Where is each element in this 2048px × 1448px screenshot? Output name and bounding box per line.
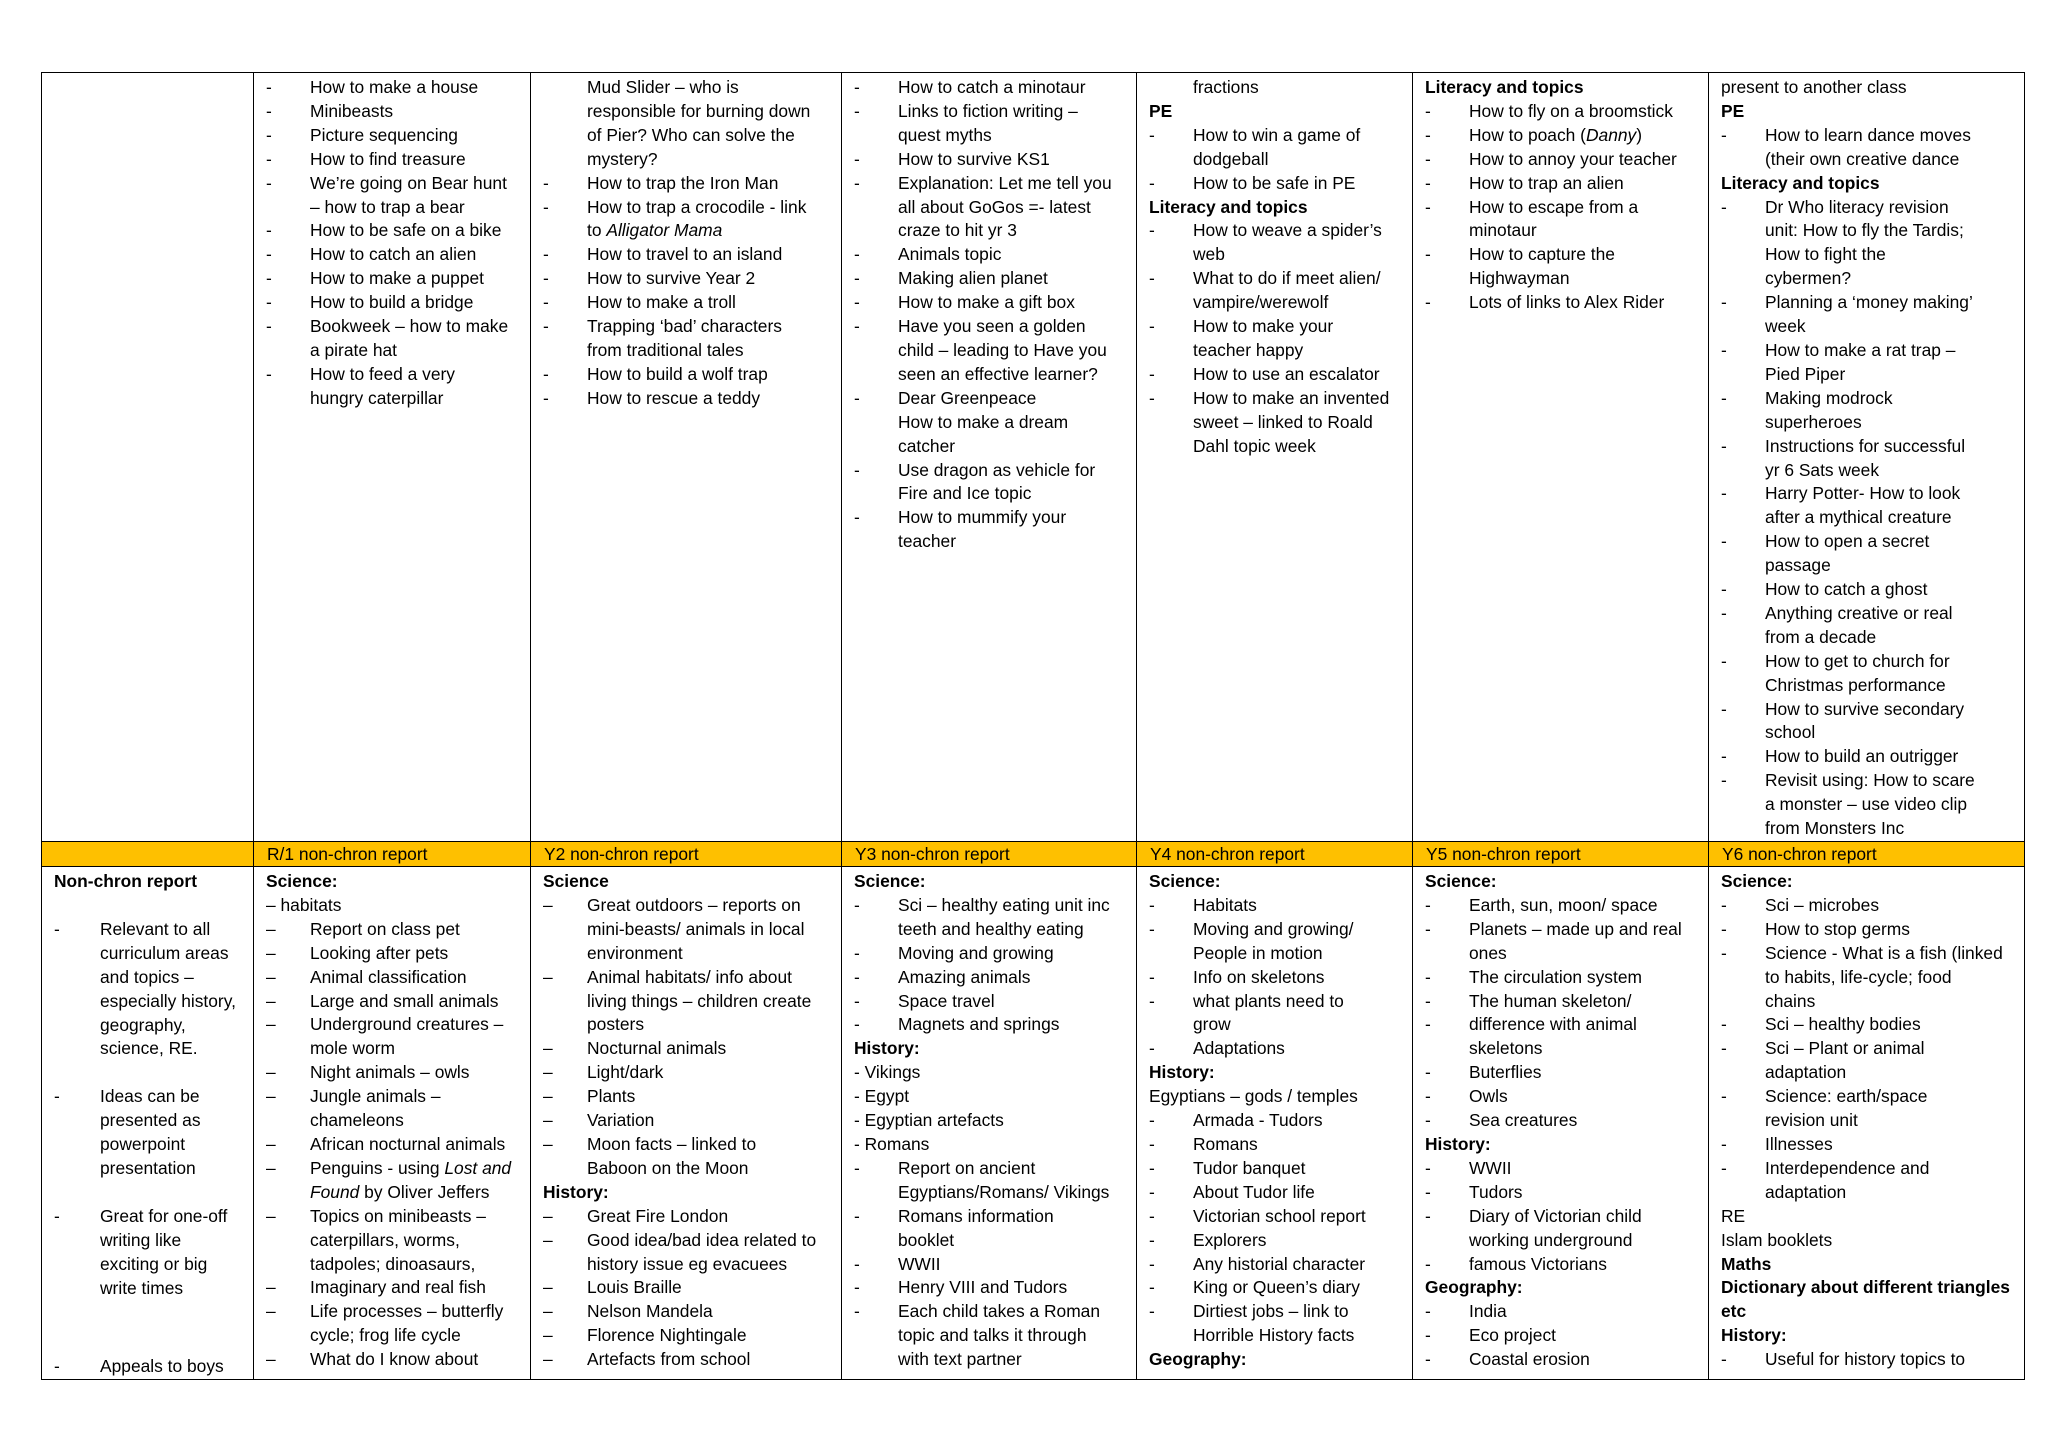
list-item: - How to survive secondary — [1721, 698, 1965, 719]
list-item: - King or Queen’s diary — [1149, 1277, 1360, 1298]
list-item: - What to do if meet alien/ — [1149, 268, 1381, 289]
list-item: - How to make a rat trap – — [1721, 339, 1956, 360]
band-empty — [42, 842, 254, 867]
list-item: - Links to fiction writing – — [854, 100, 1078, 121]
list-item-continued: grow — [1193, 1014, 1231, 1035]
list-item: - Picture sequencing — [266, 124, 458, 145]
list-item: – Light/dark — [543, 1062, 664, 1083]
list-item-continued: with text partner — [898, 1349, 1022, 1370]
list-item: - How to catch an alien — [266, 244, 477, 265]
list-item: - How to get to church for — [1721, 650, 1950, 671]
y3-instructions-cell — [842, 73, 1137, 842]
list-item: - How to stop germs — [1721, 918, 1910, 939]
list-item-continued: (their own creative dance — [1765, 148, 1960, 169]
list-item-continued: Mud Slider – who is — [587, 77, 739, 97]
list-item-continued: People in motion — [1193, 942, 1323, 963]
section-heading: Literacy and topics — [1425, 77, 1584, 97]
list-item: – Animal habitats/ info about — [543, 966, 792, 987]
list-item-continued: adaptation — [1765, 1062, 1847, 1083]
list-item: - Tudors — [1425, 1181, 1523, 1202]
list-item: - How to weave a spider’s — [1149, 220, 1382, 241]
text-line: – habitats — [266, 894, 342, 915]
list-item: - famous Victorians — [1425, 1253, 1607, 1274]
list-item: - Adaptations — [1149, 1038, 1285, 1059]
list-item: - How to make your — [1149, 316, 1334, 337]
list-item: - How to build an outrigger — [1721, 746, 1959, 767]
list-item-continued: Found by Oliver Jeffers — [310, 1181, 490, 1202]
list-item: - Harry Potter- How to look — [1721, 483, 1961, 504]
list-item: - Info on skeletons — [1149, 966, 1325, 987]
list-item-continued: writing like — [100, 1229, 182, 1250]
list-item-continued: presentation — [100, 1158, 196, 1179]
list-item: - Sea creatures — [1425, 1110, 1578, 1131]
list-item-continued: working underground — [1469, 1229, 1633, 1250]
non-chron-row — [42, 867, 2025, 1380]
y5-report-cell — [1413, 867, 1709, 1380]
list-item: - difference with animal — [1425, 1014, 1637, 1035]
planning-table — [41, 72, 2025, 1380]
empty-label-cell — [42, 73, 254, 842]
list-item: - Moving and growing — [854, 942, 1054, 963]
list-item: - Diary of Victorian child — [1425, 1205, 1642, 1226]
list-item: - How to use an escalator — [1149, 363, 1380, 384]
list-item: - How to find treasure — [266, 148, 466, 169]
list-item: - Lots of links to Alex Rider — [1425, 292, 1665, 313]
list-item: - The circulation system — [1425, 966, 1642, 987]
list-item: – Jungle animals – — [266, 1086, 441, 1107]
list-item: - Moving and growing/ — [1149, 918, 1354, 939]
text-line: present to another class — [1721, 77, 1907, 97]
list-item: – Artefacts from school — [543, 1349, 751, 1370]
list-item: – Animal classification — [266, 966, 467, 987]
list-item: - Sci – healthy eating unit inc — [854, 894, 1110, 915]
text-line: - Egypt — [854, 1086, 910, 1107]
list-item-continued: quest myths — [898, 124, 992, 145]
list-item: - Science: earth/space — [1721, 1086, 1928, 1107]
list-item: – Good idea/bad idea related to — [543, 1229, 817, 1250]
list-item: - Sci – Plant or animal — [1721, 1038, 1925, 1059]
list-item: – Night animals – owls — [266, 1062, 470, 1083]
list-item-continued: unit: How to fly the Tardis; — [1765, 220, 1964, 241]
list-item-continued: mini-beasts/ animals in local — [587, 918, 805, 939]
section-heading: PE — [1721, 100, 1745, 121]
list-item: - Planning a ‘money making’ — [1721, 292, 1973, 313]
y4-instructions-cell — [1137, 73, 1413, 842]
section-heading: Science: — [854, 871, 926, 891]
book-title: Lost and — [444, 1157, 512, 1178]
section-heading: History: — [1721, 1325, 1787, 1346]
list-item: - How to poach (Danny) — [1425, 124, 1643, 145]
band-y5: Y5 non-chron report — [1413, 842, 1709, 867]
y2-instructions-cell — [531, 73, 842, 842]
list-item: - Any historial character — [1149, 1253, 1366, 1274]
list-item: - Amazing animals — [854, 966, 1031, 987]
list-item-continued: superheroes — [1765, 411, 1862, 432]
y2-report-cell — [531, 867, 842, 1380]
list-item-continued: fractions — [1193, 77, 1259, 97]
list-item: - How to survive KS1 — [854, 148, 1050, 169]
list-item: - How to survive Year 2 — [543, 268, 756, 289]
list-item-continued: Highwayman — [1469, 268, 1570, 289]
list-item-continued: Pied Piper — [1765, 363, 1846, 384]
list-item: - Animals topic — [854, 244, 1002, 265]
list-item: - The human skeleton/ — [1425, 990, 1632, 1011]
list-item-continued: chameleons — [310, 1110, 404, 1131]
list-item: - Revisit using: How to scare — [1721, 770, 1975, 791]
list-item-continued: exciting or big — [100, 1253, 208, 1274]
section-heading: PE — [1149, 100, 1173, 121]
band-y6: Y6 non-chron report — [1709, 842, 2025, 867]
section-heading: Science: — [1425, 871, 1497, 891]
y4-report-cell — [1137, 867, 1413, 1380]
list-item: – Moon facts – linked to — [543, 1133, 757, 1154]
band-r1: R/1 non-chron report — [254, 842, 531, 867]
y3-report-cell — [842, 867, 1137, 1380]
list-item: - Owls — [1425, 1086, 1508, 1107]
list-item-continued: Fire and Ice topic — [898, 483, 1032, 504]
list-item: - How to trap the Iron Man — [543, 172, 779, 193]
list-item: - Great for one-off — [54, 1205, 228, 1226]
list-item: - Sci – microbes — [1721, 894, 1880, 915]
list-item-continued: How to make a dream — [898, 411, 1069, 432]
list-item: - Have you seen a golden — [854, 316, 1086, 337]
list-item: - Making alien planet — [854, 268, 1048, 289]
list-item: - Explorers — [1149, 1229, 1267, 1250]
list-item-continued: booklet — [898, 1229, 955, 1250]
list-item-continued: tadpoles; dinoasaurs, — [310, 1253, 476, 1274]
list-item-continued: cybermen? — [1765, 268, 1852, 289]
list-item-continued: Baboon on the Moon — [587, 1157, 749, 1178]
list-item-continued: Christmas performance — [1765, 674, 1946, 695]
book-title: Alligator Mama — [606, 220, 723, 241]
list-item-continued: cycle; frog life cycle — [310, 1325, 461, 1346]
list-item-continued: a monster – use video clip — [1765, 794, 1968, 815]
non-chron-label-cell — [42, 867, 254, 1380]
text-line: - Vikings — [854, 1062, 921, 1083]
list-item-continued: skeletons — [1469, 1038, 1543, 1059]
list-item-continued: history issue eg evacuees — [587, 1253, 788, 1274]
list-item-continued: dodgeball — [1193, 148, 1269, 169]
list-item: – African nocturnal animals — [266, 1133, 506, 1154]
list-item: - Instructions for successful — [1721, 435, 1966, 456]
list-item-continued: minotaur — [1469, 220, 1537, 241]
list-item: – Nelson Mandela — [543, 1301, 713, 1322]
list-item-continued: write times — [100, 1277, 184, 1298]
list-item-continued: teacher — [898, 531, 957, 552]
section-heading: Geography: — [1425, 1277, 1523, 1298]
list-item: - Eco project — [1425, 1325, 1556, 1346]
list-item: - Explanation: Let me tell you — [854, 172, 1112, 193]
list-item: - Planets – made up and real — [1425, 918, 1682, 939]
list-item-continued: after a mythical creature — [1765, 507, 1952, 528]
list-item-continued: environment — [587, 942, 683, 963]
list-item: - Science - What is a fish (linked — [1721, 942, 2003, 963]
list-item-continued: from Monsters Inc — [1765, 818, 1905, 839]
list-item-continued: posters — [587, 1014, 645, 1035]
list-item-continued: sweet – linked to Roald — [1193, 411, 1373, 432]
list-item: - WWII — [1425, 1157, 1512, 1178]
list-item: - Earth, sun, moon/ space — [1425, 894, 1658, 915]
list-item: – Imaginary and real fish — [266, 1277, 486, 1298]
list-item-continued: passage — [1765, 555, 1831, 576]
list-item: - Henry VIII and Tudors — [854, 1277, 1068, 1298]
list-item: - Making modrock — [1721, 387, 1893, 408]
y6-instructions-cell — [1709, 73, 2025, 842]
list-item-continued: child – leading to Have you — [898, 339, 1107, 360]
section-heading: History: — [854, 1038, 920, 1059]
list-item-continued: from a decade — [1765, 626, 1877, 647]
list-item: - How to be safe in PE — [1149, 172, 1356, 193]
list-item: - How to capture the — [1425, 244, 1615, 265]
list-item: – Life processes – butterfly — [266, 1301, 504, 1322]
text-line: - Romans — [854, 1133, 930, 1154]
list-item: – Great outdoors – reports on — [543, 894, 801, 915]
list-item: - How to feed a very — [266, 363, 455, 384]
list-item: - India — [1425, 1301, 1507, 1322]
list-item: - Armada - Tudors — [1149, 1110, 1323, 1131]
y5-instructions-cell — [1413, 73, 1709, 842]
list-item: - Minibeasts — [266, 100, 394, 121]
list-item: - what plants need to — [1149, 990, 1344, 1011]
list-item: - Tudor banquet — [1149, 1157, 1306, 1178]
list-item: - Report on ancient — [854, 1157, 1036, 1178]
list-item: – Underground creatures – — [266, 1014, 504, 1035]
list-item: - How to make a puppet — [266, 268, 485, 289]
list-item-continued: Horrible History facts — [1193, 1325, 1355, 1346]
list-item-continued: of Pier? Who can solve the — [587, 124, 795, 145]
list-item: - Habitats — [1149, 894, 1257, 915]
list-item-continued: powerpoint — [100, 1134, 186, 1155]
list-item-continued: caterpillars, worms, — [310, 1229, 460, 1250]
list-item: - How to travel to an island — [543, 244, 783, 265]
text-line: RE — [1721, 1205, 1746, 1226]
section-heading: Dictionary about different triangles — [1721, 1277, 2010, 1298]
list-item: - We’re going on Bear hunt — [266, 172, 507, 193]
how-to-row — [42, 73, 2025, 842]
book-title: Found — [310, 1181, 360, 1202]
section-heading: History: — [1149, 1062, 1215, 1083]
list-item: - How to fly on a broomstick — [1425, 100, 1673, 121]
list-item-continued: science, RE. — [100, 1038, 198, 1059]
list-item: - How to catch a minotaur — [854, 77, 1086, 97]
list-item: – Topics on minibeasts – — [266, 1205, 486, 1226]
list-item-continued: How to fight the — [1765, 244, 1886, 265]
list-item: - Space travel — [854, 990, 995, 1011]
list-item-continued: and topics – — [100, 966, 194, 987]
text-line: - Egyptian artefacts — [854, 1110, 1004, 1131]
list-item-continued: to Alligator Mama — [587, 220, 723, 241]
list-item-continued: catcher — [898, 435, 956, 456]
list-item-continued: school — [1765, 722, 1816, 743]
section-heading: Science: — [1149, 871, 1221, 891]
section-heading: Literacy and topics — [1721, 172, 1880, 193]
list-item: - Interdependence and — [1721, 1157, 1930, 1178]
list-item: - How to make an invented — [1149, 387, 1390, 408]
list-item-continued: presented as — [100, 1110, 201, 1131]
list-item-continued: hungry caterpillar — [310, 387, 444, 408]
list-item-continued: mole worm — [310, 1038, 396, 1059]
list-item: - Buterflies — [1425, 1062, 1542, 1083]
list-item-continued: – how to trap a bear — [310, 196, 465, 217]
list-item-continued: geography, — [100, 1014, 186, 1035]
list-item: - Use dragon as vehicle for — [854, 459, 1096, 480]
list-item: – Penguins - using Lost and — [266, 1157, 512, 1178]
r1-instructions-cell — [254, 73, 531, 842]
list-item-continued: craze to hit yr 3 — [898, 220, 1017, 241]
text-line: Egyptians – gods / temples — [1149, 1086, 1358, 1107]
list-item: – Looking after pets — [266, 942, 449, 963]
list-item-continued: web — [1193, 244, 1225, 265]
list-item: - Illnesses — [1721, 1133, 1833, 1154]
list-item: – Large and small animals — [266, 990, 499, 1011]
list-item: - Dear Greenpeace — [854, 387, 1037, 408]
list-item: - How to open a secret — [1721, 531, 1930, 552]
list-item: – Nocturnal animals — [543, 1038, 727, 1059]
list-item: - Trapping ‘bad’ characters — [543, 316, 782, 337]
section-heading: Literacy and topics — [1149, 196, 1308, 217]
section-heading: Geography: — [1149, 1349, 1247, 1370]
text-line: Islam booklets — [1721, 1229, 1833, 1250]
list-item: - Dr Who literacy revision — [1721, 196, 1949, 217]
list-item-continued: teeth and healthy eating — [898, 918, 1084, 939]
list-item: - Each child takes a Roman — [854, 1301, 1101, 1322]
y6-report-cell — [1709, 867, 2025, 1380]
list-item: - How to trap an alien — [1425, 172, 1624, 193]
list-item: - Useful for history topics to — [1721, 1349, 1966, 1370]
row-title: Non-chron report — [54, 871, 197, 891]
list-item: - Bookweek – how to make — [266, 316, 509, 337]
list-item-continued: teacher happy — [1193, 339, 1304, 360]
list-item: - How to be safe on a bike — [266, 220, 502, 241]
list-item: - How to win a game of — [1149, 124, 1361, 145]
list-item: - About Tudor life — [1149, 1181, 1315, 1202]
list-item: - Sci – healthy bodies — [1721, 1014, 1921, 1035]
list-item: - Dirtiest jobs – link to — [1149, 1301, 1349, 1322]
list-item-continued: revision unit — [1765, 1110, 1858, 1131]
list-item-continued: from traditional tales — [587, 339, 744, 360]
list-item-continued: Dahl topic week — [1193, 435, 1316, 456]
list-item-continued: seen an effective learner? — [898, 363, 1098, 384]
list-item-continued: curriculum areas — [100, 942, 229, 963]
list-item: - Relevant to all — [54, 918, 211, 939]
list-item: - How to escape from a — [1425, 196, 1639, 217]
list-item: - How to make a house — [266, 77, 479, 97]
section-heading: Science: — [266, 871, 338, 891]
list-item: – Plants — [543, 1086, 636, 1107]
list-item: - How to catch a ghost — [1721, 579, 1928, 600]
list-item-continued: week — [1765, 316, 1806, 337]
list-item: - Victorian school report — [1149, 1205, 1366, 1226]
r1-report-cell — [254, 867, 531, 1380]
list-item: - Romans information — [854, 1205, 1054, 1226]
list-item: - Magnets and springs — [854, 1014, 1060, 1035]
list-item: – Florence Nightingale — [543, 1325, 747, 1346]
list-item: - Romans — [1149, 1133, 1258, 1154]
list-item: – What do I know about — [266, 1349, 479, 1370]
list-item-continued: responsible for burning down — [587, 100, 811, 121]
list-item: - Ideas can be — [54, 1086, 200, 1107]
list-item-continued: ones — [1469, 942, 1507, 963]
band-y3: Y3 non-chron report — [842, 842, 1137, 867]
list-item: - Anything creative or real — [1721, 602, 1953, 623]
list-item-continued: living things – children create — [587, 990, 812, 1011]
list-item: - How to make a troll — [543, 292, 736, 313]
section-heading: etc — [1721, 1301, 1747, 1322]
list-item: - How to make a gift box — [854, 292, 1075, 313]
list-item-continued: adaptation — [1765, 1181, 1847, 1202]
list-item-continued: vampire/werewolf — [1193, 292, 1329, 313]
list-item: - How to mummify your — [854, 507, 1067, 528]
list-item-continued: to habits, life-cycle; food — [1765, 966, 1952, 987]
list-item: – Louis Braille — [543, 1277, 682, 1298]
list-item-continued: all about GoGos =- latest — [898, 196, 1091, 217]
list-item-continued: a pirate hat — [310, 339, 398, 360]
year-header-band — [42, 842, 2025, 867]
book-title: Danny — [1585, 124, 1637, 145]
section-heading: Science — [543, 871, 609, 891]
list-item-continued: topic and talks it through — [898, 1325, 1087, 1346]
list-item: - How to rescue a teddy — [543, 387, 761, 408]
list-item: – Variation — [543, 1110, 655, 1131]
list-item: - How to annoy your teacher — [1425, 148, 1677, 169]
list-item: - Appeals to boys — [54, 1355, 224, 1376]
band-y4: Y4 non-chron report — [1137, 842, 1413, 867]
list-item: - How to build a wolf trap — [543, 363, 768, 384]
list-item: - Coastal erosion — [1425, 1349, 1590, 1370]
list-item: - How to trap a crocodile - link — [543, 196, 807, 217]
list-item-continued: Egyptians/Romans/ Vikings — [898, 1181, 1110, 1202]
list-item-continued: especially history, — [100, 990, 236, 1011]
list-item: – Report on class pet — [266, 918, 460, 939]
section-heading: Science: — [1721, 871, 1793, 891]
list-item-continued: chains — [1765, 990, 1816, 1011]
section-heading: History: — [1425, 1133, 1491, 1154]
list-item: - How to build a bridge — [266, 292, 474, 313]
band-y2: Y2 non-chron report — [531, 842, 842, 867]
list-item: – Great Fire London — [543, 1205, 729, 1226]
list-item-continued: mystery? — [587, 148, 658, 169]
list-item: - WWII — [854, 1253, 941, 1274]
list-item-continued: yr 6 Sats week — [1765, 459, 1880, 480]
section-heading: Maths — [1721, 1253, 1772, 1274]
list-item: - How to learn dance moves — [1721, 124, 1971, 145]
section-heading: History: — [543, 1181, 609, 1202]
